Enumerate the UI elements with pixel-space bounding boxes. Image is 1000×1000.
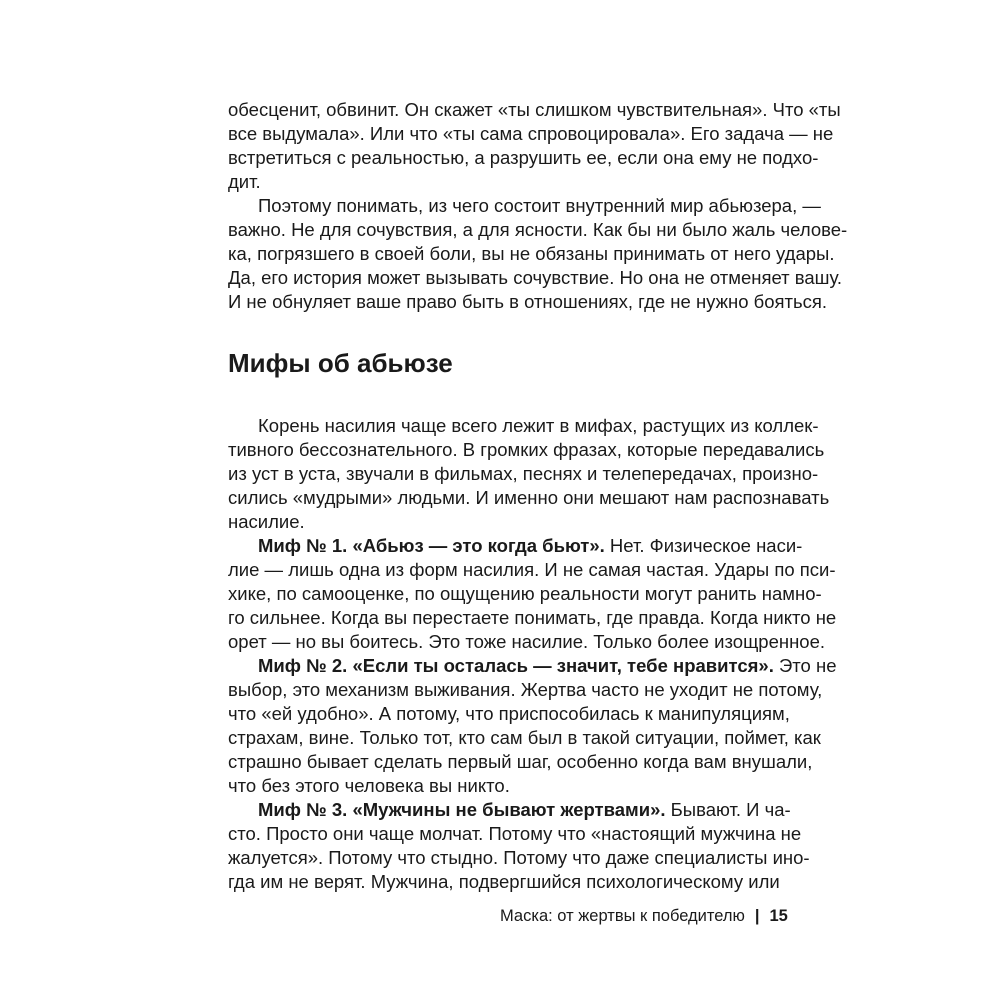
text-line: обесценит, обвинит. Он скажет «ты слишком чувствительная». Что «ты	[228, 99, 841, 120]
text-span: Это не	[773, 655, 837, 676]
text-line: все выдумала». Или что «ты сама спровоцировала». Его задача — не	[228, 123, 834, 144]
text-line: тивного бессознательного. В громких фразах, которые передавались	[228, 439, 825, 460]
text-line: встретиться с реальностью, а разрушить ее, если она ему не подхо-	[228, 147, 819, 168]
myth-2-first-line	[258, 654, 837, 678]
text-line: сто. Просто они чаще молчат. Потому что «настоящий мужчина не	[228, 823, 802, 844]
myth-3-title: Миф № 3. «Мужчины не бывают жертвами».	[258, 799, 666, 820]
text-line: Корень насилия чаще всего лежит в мифах, растущих из коллек-	[258, 415, 819, 436]
text-line: ка, погрязшего в своей боли, вы не обязаны принимать от него удары.	[228, 243, 835, 264]
text-line: страшно бывает сделать первый шаг, особенно когда вам внушали,	[228, 751, 813, 772]
text-line: что без этого человека вы никто.	[228, 775, 510, 796]
text-span: Бывают. И ча-	[665, 799, 791, 820]
page-footer	[500, 905, 788, 927]
myth-3-first-line	[258, 798, 791, 822]
page-number: 15	[769, 907, 788, 925]
text-line: И не обнуляет ваше право быть в отношениях, где не нужно бояться.	[228, 291, 828, 312]
text-line: насилие.	[228, 511, 305, 532]
text-line: из уст в уста, звучали в фильмах, песнях и телепередачах, произно-	[228, 463, 819, 484]
text-line: выбор, это механизм выживания. Жертва часто не уходит не потому,	[228, 679, 823, 700]
text-line: Поэтому понимать, из чего состоит внутренний мир абьюзера, —	[258, 195, 821, 216]
myth-1-title: Миф № 1. «Абьюз — это когда бьют».	[258, 535, 605, 556]
text-line: хике, по самооценке, по ощущению реальности могут ранить намно-	[228, 583, 822, 604]
running-title: Маска: от жертвы к победителю	[500, 907, 745, 925]
text-line: важно. Не для сочувствия, а для ясности. Как бы ни было жаль челове-	[228, 219, 848, 240]
footer-separator: |	[754, 907, 760, 925]
text-line: жалуется». Потому что стыдно. Потому что даже специалисты ино-	[228, 847, 810, 868]
myth-1-first-line	[258, 534, 803, 558]
myth-2-title: Миф № 2. «Если ты осталась — значит, тебе нравится».	[258, 655, 774, 676]
text-line: лие — лишь одна из форм насилия. И не самая частая. Удары по пси-	[228, 559, 836, 580]
text-line: го сильнее. Когда вы перестаете понимать, где правда. Когда никто не	[228, 607, 837, 628]
text-line: гда им не верят. Мужчина, подвергшийся психологическому или	[228, 871, 780, 892]
text-line: дит.	[228, 171, 261, 192]
section-heading: Мифы об абьюзе	[228, 348, 453, 378]
text-line: орет — но вы боитесь. Это тоже насилие. Только более изощренное.	[228, 631, 826, 652]
text-line: Да, его история может вызывать сочувствие. Но она не отменяет вашу.	[228, 267, 843, 288]
text-line: что «ей удобно». А потому, что приспособилась к манипуляциям,	[228, 703, 790, 724]
text-span: Нет. Физическое наси-	[604, 535, 803, 556]
text-line: сились «мудрыми» людьми. И именно они мешают нам распознавать	[228, 487, 830, 508]
text-line: страхам, вине. Только тот, кто сам был в такой ситуации, поймет, как	[228, 727, 821, 748]
